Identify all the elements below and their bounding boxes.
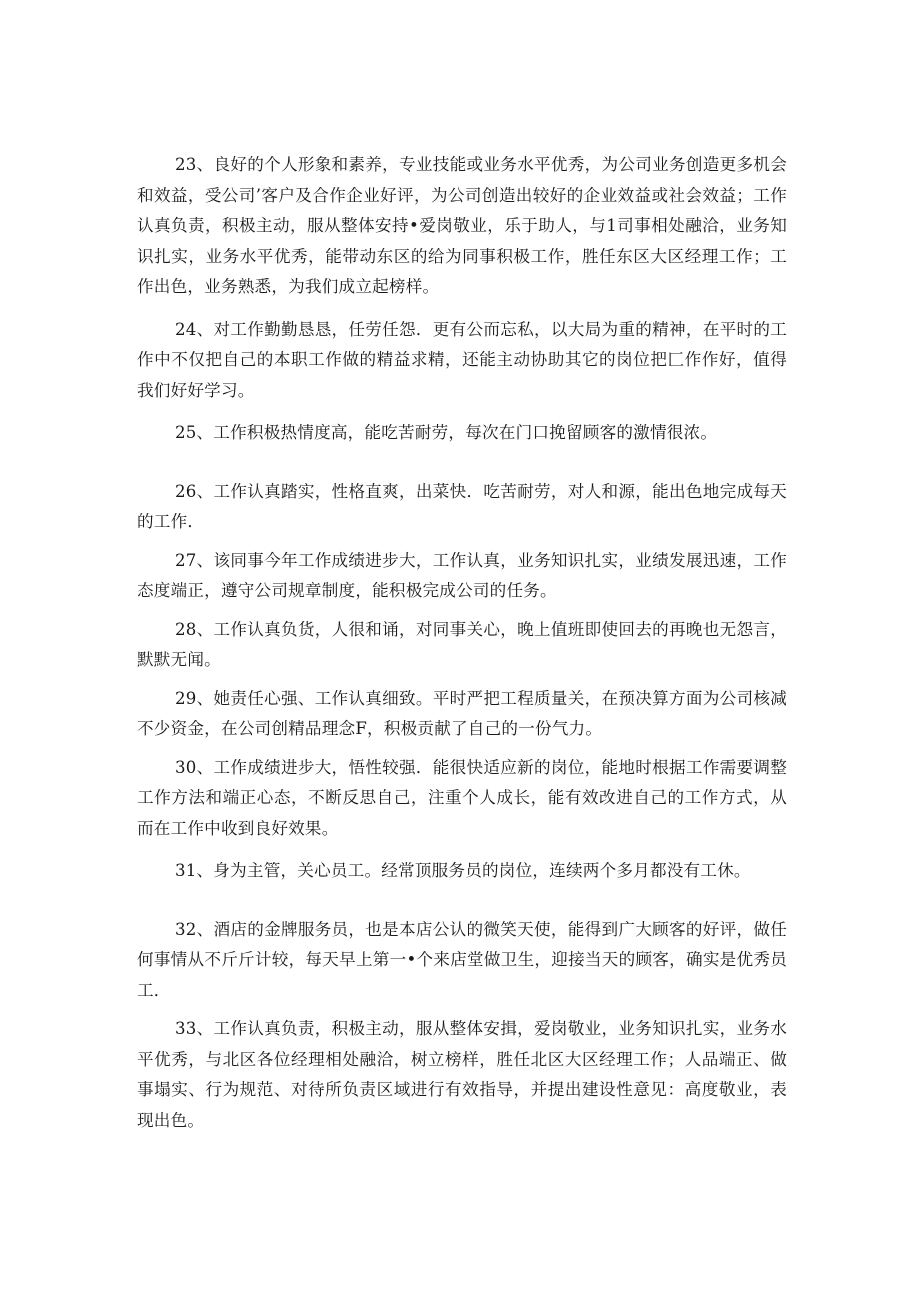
paragraph-27: 27、该同事今年工作成绩进步大，工作认真，业务知识扎实，业绩发展迅速，工作态度端正，遵守公司规章制度，能积极完成公司的任务。 bbox=[137, 550, 787, 600]
paragraph-25: 25、工作积极热情度高，能吃苦耐劳，每次在门口挽留顾客的激情很浓。 bbox=[175, 423, 718, 442]
document-page bbox=[137, 150, 787, 1136]
paragraph-32: 32、酒店的金牌服务员，也是本店公认的微笑天使，能得到广大顾客的好评，做任何事情从不斤斤计较，每天早上第一•个来店堂做卫生，迎接当天的顾客，确实是优秀员工． bbox=[137, 919, 787, 1000]
paragraph-30: 30、工作成绩进步大，悟性较强．能很快适应新的岗位，能地时根据工作需要调整工作方法和端正心态，不断反思自己，注重个人成长，能有效改进自己的工作方式，从而在工作中收到良好效果。 bbox=[137, 757, 787, 838]
paragraph-24: 24、对工作勤勤恳恳，任劳任怨．更有公而忘私，以大局为重的精神，在平时的工作中不仅把自己的本职工作做的精益求精，还能主动协助其它的岗位把匚作作好，值得我们好好学习。 bbox=[137, 319, 787, 400]
paragraph-33: 33、工作认真负责，积极主动，服从整体安揖，爱岗敬业，业务知识扎实，业务水平优秀，与北区各位经理相处融洽，树立榜样，胜任北区大区经理工作；人品端正、做事塌实、行为规范、对待所负责区域进行有效指导，并提出建设性意见：高度敬业，表现出色。 bbox=[137, 1019, 787, 1130]
paragraph-28: 28、工作认真负货，人很和诵，对同事关心，晚上值班即使回去的再晚也无怨言，默默无闻。 bbox=[137, 619, 787, 669]
paragraph-29: 29、她责任心强、工作认真细致。平时严把工程质量关，在预决算方面为公司核减不少资金，在公司创精品理念F，积极贡献了自己的一份气力。 bbox=[137, 688, 787, 738]
paragraph-31: 31、身为主管，关心员工。经常顶服务员的岗位，连续两个多月都没有工休。 bbox=[175, 861, 751, 880]
paragraph-26: 26、工作认真踏实，性格直爽，出菜快．吃苦耐劳，对人和源，能出色地完成每天的工作． bbox=[137, 481, 787, 531]
paragraph-23: 23、良好的个人形象和素养，专业技能或业务水平优秀，为公司业务创造更多机会和效益，受公司’客户及合作企业好评，为公司创造出较好的企业效益或社会效益；工作认真负责，积极主动，服从整体安持•爱岗敬业，乐于助人，与1司事相处融洽，业务知识扎实，业务水平优秀，能带动东区的给为同事积极工作，胜任东区大区经理工作；工作出色，业务熟悉，为我们成立起榜样。 bbox=[137, 155, 787, 296]
